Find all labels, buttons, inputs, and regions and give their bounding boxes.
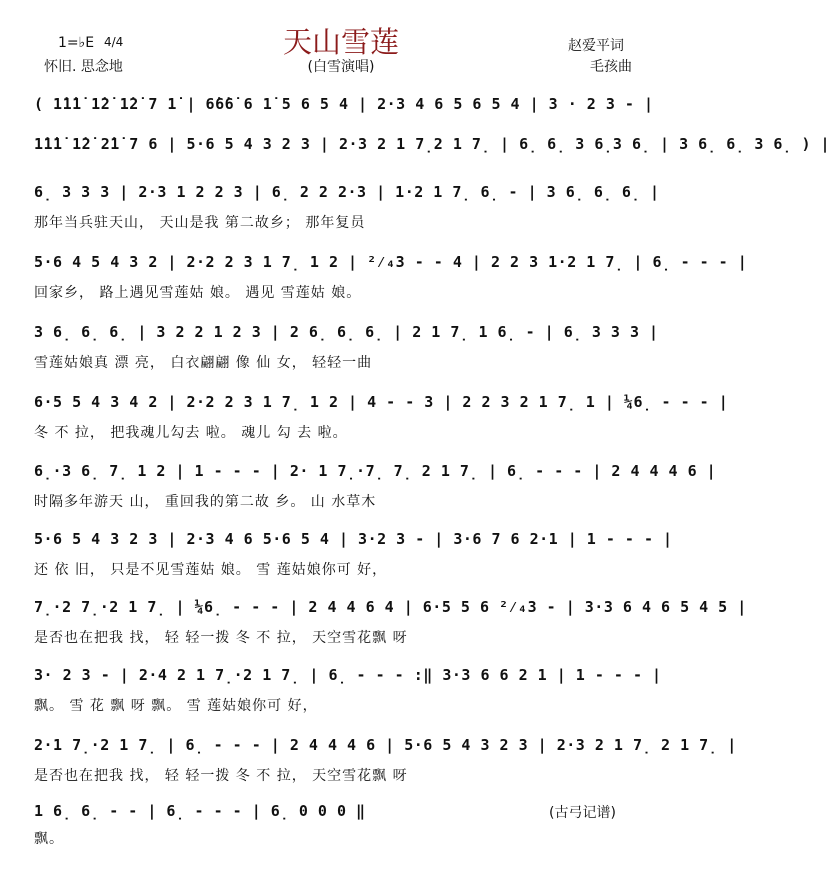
time-signature: 4/4 [104,35,124,49]
score-line-9-lyrics: 是否也在把我 找， 轻 轻一拨 冬 不 拉， 天空雪花飘 呀 [34,630,408,646]
score-line-3-lyrics: 那年当兵驻天山， 天山是我 第二故乡； 那年复员 [34,215,366,231]
score-line-1-notation: ( 1̇1̇1̇ 1̇2̇ 1̇2̇ 7 1̇ | 6̇6̇6̇ 6 1̇ 5 6 5 4 | 2·3 4 6 5 6 5 4 | 3 · 2 3 - | [34,95,654,113]
score-line-5-notation: 3 6̣ 6̣ 6̣ | 3 2 2 1 2 3 | 2 6̣ 6̣ 6̣ | 2 1 7̣ 1 6̣ - | 6̣ 3 3 3 | [34,323,659,341]
score-line-10-notation: 3· 2 3 - | 2·4 2 1 7̣·2 1 7̣ | 6̣ - - - :‖ 3·3 6 6 2 1 | 1 - - - | [34,666,662,684]
score-line-4-lyrics: 回家乡， 路上遇见雪莲姑 娘。 遇见 雪莲姑 娘。 [34,285,362,301]
score-line-3-notation: 6̣ 3 3 3 | 2·3 1 2 2 3 | 6̣ 2 2 2·3 | 1·2 1 7̣ 6̣ - | 3 6̣ 6̣ 6̣ | [34,183,660,201]
transcriber-credit: (古弓记谱) [549,805,616,821]
key-signature: 1=♭E [58,35,95,51]
score-line-2-notation: 1̇1̇1̇ 1̇2̇ 2̇1̇ 7 6 | 5·6 5 4 3 2 3 | 2·3 2 1 7̣2 1 7̣ | 6̣ 6̣ 3 6̣3 6̣ | 3 6̣ 6̣ 3 6̣ ) | [34,135,830,153]
song-title: 天山雪莲 [282,25,399,59]
score-line-5-lyrics: 雪莲姑娘真 漂 亮， 白衣翩翩 像 仙 女， 轻轻一曲 [34,355,373,371]
score-line-9-notation: 7̣·2 7̣·2 1 7̣ | ¼6̣ - - - | 2 4 4 6 4 | 6·5 5 6 ²⁄₄3 - | 3·3 6 4 6 5 4 5 | [34,598,747,616]
score-line-8-notation: 5·6 5 4 3 2 3 | 2·3 4 6 5·6 5 4 | 3·2 3 - | 3·6 7 6 2·1 | 1 - - - | [34,530,673,548]
score-line-6-lyrics: 冬 不 拉， 把我魂儿勾去 啦。 魂儿 勾 去 啦。 [34,425,348,441]
score-line-12-notation: 1 6̣ 6̣ - - | 6̣ - - - | 6̣ 0 0 0 ‖ [34,802,366,820]
score-line-8-lyrics: 还 依 旧， 只是不见雪莲姑 娘。 雪 莲姑娘你可 好， [34,562,388,578]
score-line-7-notation: 6̣·3 6̣ 7̣ 1 2 | 1 - - - | 2· 1 7̣·7̣ 7̣ 2 1 7̣ | 6̣ - - - | 2 4 4 4 6 | [34,462,717,480]
score-line-11-lyrics: 是否也在把我 找， 轻 轻一拨 冬 不 拉， 天空雪花飘 呀 [34,768,408,784]
singer-credit: (白雪演唱) [307,59,375,75]
score-line-10-lyrics: 飘。 雪 花 飘 呀 飘。 雪 莲姑娘你可 好， [34,698,318,714]
composer-credit: 毛孩曲 [590,59,632,75]
lyricist-credit: 赵爱平词 [568,38,624,54]
mood-marking: 怀旧. 思念地 [44,59,123,75]
score-line-7-lyrics: 时隔多年游天 山， 重回我的第二故 乡。 山 水草木 [34,494,377,510]
score-line-12-lyrics: 飘。 [34,831,64,847]
score-line-6-notation: 6·5 5 4 3 4 2 | 2·2 2 3 1 7̣ 1 2 | 4 - - 3 | 2 2 3 2 1 7̣ 1 | ¼6̣ - - - | [34,393,729,411]
score-line-11-notation: 2·1 7̣·2 1 7̣ | 6̣ - - - | 2 4 4 4 6 | 5·6 5 4 3 2 3 | 2·3 2 1 7̣ 2 1 7̣ | [34,736,737,754]
score-line-4-notation: 5·6 4 5 4 3 2 | 2·2 2 3 1 7̣ 1 2 | ²⁄₄3 - - 4 | 2 2 3 1·2 1 7̣ | 6̣ - - - | [34,253,748,271]
